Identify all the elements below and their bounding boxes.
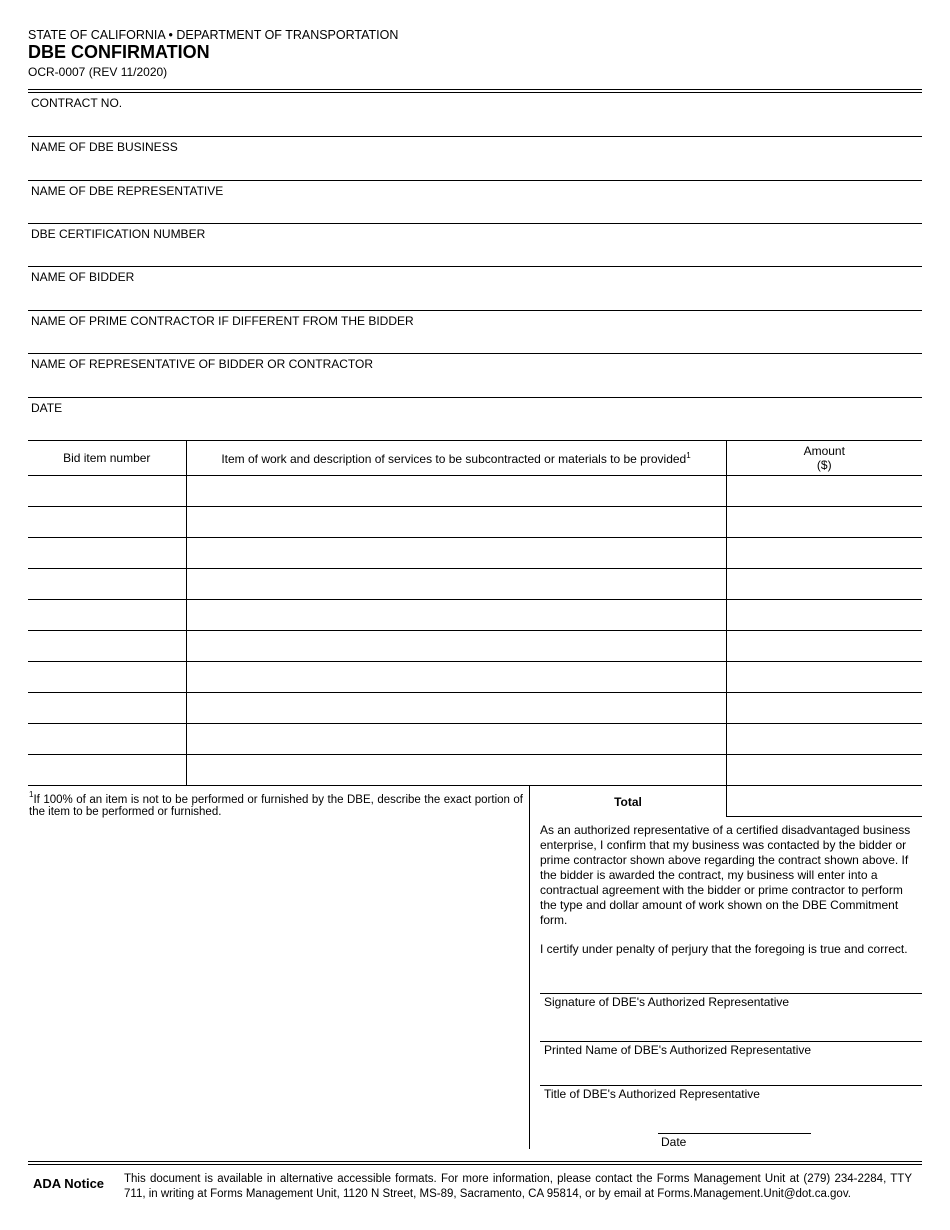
table-row <box>28 631 922 662</box>
description-cell[interactable] <box>186 662 726 693</box>
dbe-certification-label: DBE CERTIFICATION NUMBER <box>31 227 206 241</box>
description-cell[interactable] <box>186 569 726 600</box>
dbe-certification-input[interactable] <box>31 242 919 264</box>
amount-cell[interactable] <box>726 662 922 693</box>
bidder-representative-input[interactable] <box>31 372 919 394</box>
ada-notice-title: ADA Notice <box>33 1176 105 1191</box>
dbe-representative-field <box>28 180 922 224</box>
table-row <box>28 569 922 600</box>
table-row <box>28 476 922 507</box>
amount-header-line1: Amount <box>803 444 845 458</box>
prime-contractor-field <box>28 310 922 354</box>
dbe-representative-label: NAME OF DBE REPRESENTATIVE <box>31 184 224 198</box>
bid-item-cell[interactable] <box>28 507 186 538</box>
agency-header: STATE OF CALIFORNIA • DEPARTMENT OF TRANSPORTATION <box>28 28 399 42</box>
date-field <box>28 397 922 441</box>
dbe-business-label: NAME OF DBE BUSINESS <box>31 140 178 154</box>
amount-cell[interactable] <box>726 538 922 569</box>
amount-cell[interactable] <box>726 693 922 724</box>
signature-date-line[interactable] <box>658 1133 811 1134</box>
date-label: DATE <box>31 401 63 415</box>
title-line[interactable] <box>540 1085 922 1086</box>
contract-no-field <box>28 92 922 136</box>
bidder-name-input[interactable] <box>31 285 919 307</box>
table-row <box>28 662 922 693</box>
table-row <box>28 724 922 755</box>
title-label: Title of DBE's Authorized Representative <box>544 1087 760 1101</box>
description-cell[interactable] <box>186 600 726 631</box>
description-cell[interactable] <box>186 538 726 569</box>
certification-statement: As an authorized representative of a certified disadvantaged business enterprise, I confirm that my business was contacted by the bidder or prime contractor shown above regarding the contract shown above. If the bidder is awarded the contract, my business will enter into a contractual agreement with the bidder or prime contractor to perform the type and dollar amount of work shown on the DBE Commitment form. <box>540 823 911 927</box>
footnote-marker: 1 <box>29 790 34 799</box>
bid-item-cell[interactable] <box>28 600 186 631</box>
amount-cell[interactable] <box>726 755 922 786</box>
bid-item-cell[interactable] <box>28 693 186 724</box>
signature-label: Signature of DBE's Authorized Representative <box>544 995 790 1009</box>
footnote-text: If 100% of an item is not to be performed or furnished by the DBE, describe the exact portion of the item to be performed or furnished. <box>29 793 523 818</box>
ada-rule-top <box>28 1161 922 1162</box>
form-title: DBE CONFIRMATION <box>28 42 210 62</box>
description-cell[interactable] <box>186 755 726 786</box>
dbe-business-input[interactable] <box>31 155 919 177</box>
description-cell[interactable] <box>186 693 726 724</box>
bid-item-cell[interactable] <box>28 631 186 662</box>
items-table <box>28 440 922 786</box>
amount-cell[interactable] <box>726 569 922 600</box>
table-header-row <box>28 441 922 476</box>
description-header <box>186 441 726 476</box>
description-cell[interactable] <box>186 507 726 538</box>
bid-item-header <box>28 441 186 476</box>
top-double-rule <box>28 89 922 90</box>
dbe-business-field <box>28 136 922 180</box>
date-input[interactable] <box>31 416 919 438</box>
total-amount-cell[interactable] <box>726 785 922 817</box>
total-label: Total <box>530 785 726 817</box>
description-cell[interactable] <box>186 476 726 507</box>
bid-item-header-text: Bid item number <box>63 451 151 465</box>
prime-contractor-input[interactable] <box>31 329 919 351</box>
contract-no-input[interactable] <box>31 111 919 133</box>
bidder-name-field <box>28 266 922 310</box>
table-row <box>28 538 922 569</box>
amount-cell[interactable] <box>726 724 922 755</box>
footnote-area <box>28 785 530 1149</box>
bid-item-cell[interactable] <box>28 569 186 600</box>
dbe-representative-input[interactable] <box>31 199 919 221</box>
dbe-certification-field <box>28 223 922 267</box>
perjury-statement: I certify under penalty of perjury that the foregoing is true and correct. <box>540 942 908 956</box>
amount-cell[interactable] <box>726 631 922 662</box>
bidder-representative-field <box>28 353 922 397</box>
bid-item-cell[interactable] <box>28 662 186 693</box>
description-footnote-marker: 1 <box>686 450 691 460</box>
amount-cell[interactable] <box>726 507 922 538</box>
bid-item-cell[interactable] <box>28 476 186 507</box>
signature-line[interactable] <box>540 993 922 994</box>
form-number: OCR-0007 (REV 11/2020) <box>28 65 168 79</box>
table-row <box>28 755 922 786</box>
table-row <box>28 693 922 724</box>
amount-header-line2: ($) <box>816 458 832 472</box>
ada-rule-bottom <box>28 1164 922 1165</box>
table-row <box>28 600 922 631</box>
bid-item-cell[interactable] <box>28 755 186 786</box>
contract-no-label: CONTRACT NO. <box>31 96 123 110</box>
bidder-name-label: NAME OF BIDDER <box>31 270 135 284</box>
amount-cell[interactable] <box>726 600 922 631</box>
prime-contractor-label: NAME OF PRIME CONTRACTOR IF DIFFERENT FROM THE BIDDER <box>31 314 414 328</box>
bid-item-cell[interactable] <box>28 538 186 569</box>
printed-name-line[interactable] <box>540 1041 922 1042</box>
ada-notice-text: This document is available in alternative accessible formats. For more information, please contact the Forms Management Unit at (279) 234-2284, TTY 711, in writing at Forms Management Unit, 1120 N Street, MS-89, Sacramento, CA 95814, or by email at Forms.Management.Unit@dot.ca.gov. <box>124 1173 912 1200</box>
bidder-representative-label: NAME OF REPRESENTATIVE OF BIDDER OR CONTRACTOR <box>31 357 374 371</box>
table-row <box>28 507 922 538</box>
amount-header <box>726 441 922 476</box>
footnote <box>29 790 523 818</box>
printed-name-label: Printed Name of DBE's Authorized Representative <box>544 1043 812 1057</box>
amount-cell[interactable] <box>726 476 922 507</box>
description-cell[interactable] <box>186 724 726 755</box>
signature-date-label: Date <box>661 1135 687 1149</box>
description-cell[interactable] <box>186 631 726 662</box>
bid-item-cell[interactable] <box>28 724 186 755</box>
description-header-text: Item of work and description of services to be subcontracted or materials to be provided <box>221 451 687 466</box>
